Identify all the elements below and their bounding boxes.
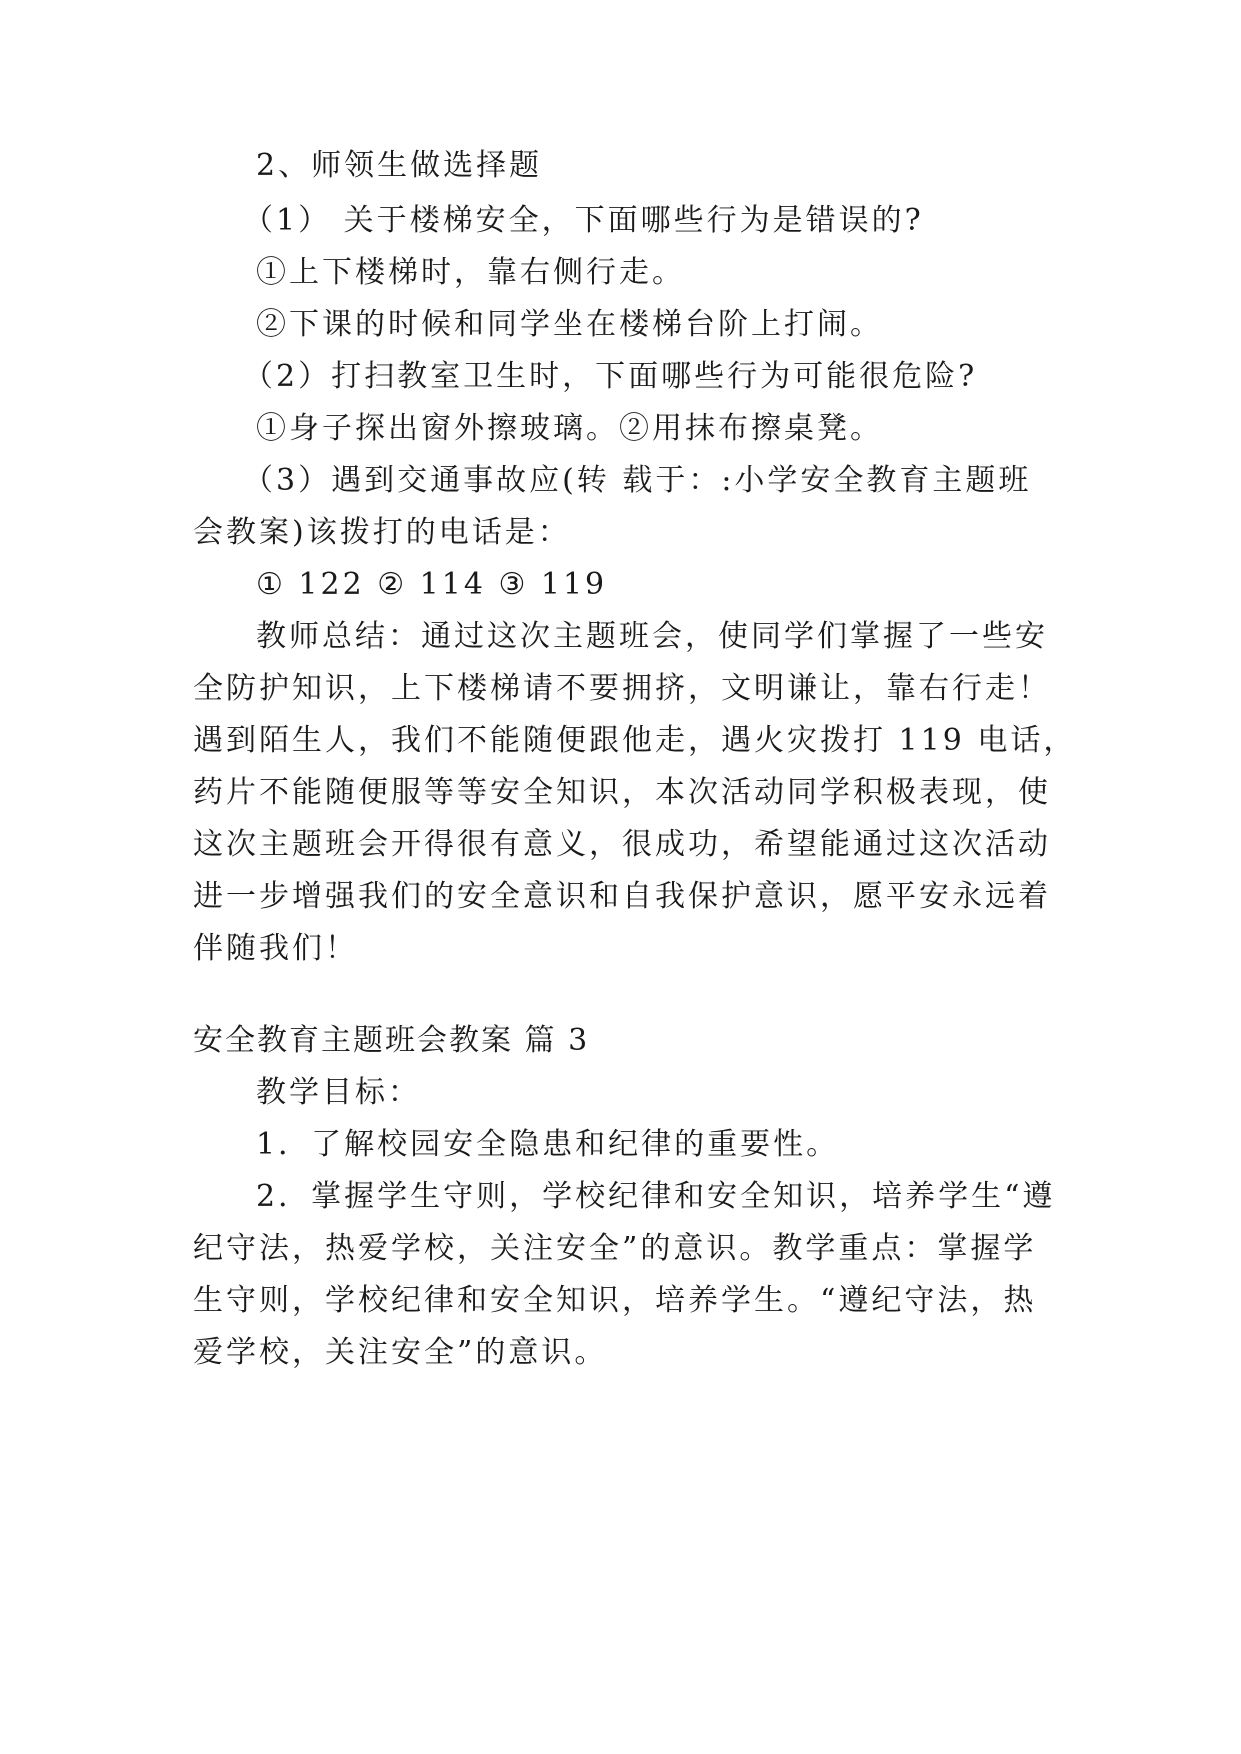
goal-2-line: 爱学校，关注安全”的意识。 — [193, 1335, 608, 1370]
question-3-line-2: 会教案)该拨打的电话是： — [193, 515, 571, 550]
question-1-option-1: ①上下楼梯时，靠右侧行走。 — [256, 255, 685, 290]
question-2-options: ①身子探出窗外擦玻璃。②用抹布擦桌凳。 — [256, 411, 883, 446]
section-heading: 安全教育主题班会教案 篇 3 — [193, 1023, 590, 1058]
question-2: （2）打扫教室卫生时，下面哪些行为可能很危险? — [243, 359, 978, 394]
summary-line: 药片不能随便服等等安全知识，本次活动同学积极表现，使 — [193, 775, 1051, 810]
summary-line: 伴随我们！ — [193, 931, 358, 966]
question-3-line-1: （3）遇到交通事故应(转 载于：:小学安全教育主题班 — [243, 463, 1032, 498]
summary-line: 这次主题班会开得很有意义，很成功，希望能通过这次活动 — [193, 827, 1051, 862]
goals-label: 教学目标： — [256, 1075, 421, 1110]
goal-2-line: 2．掌握学生守则，学校纪律和安全知识，培养学生“遵 — [256, 1179, 1056, 1214]
step-title: 2、师领生做选择题 — [256, 148, 543, 183]
question-1-option-2: ②下课的时候和同学坐在楼梯台阶上打闹。 — [256, 307, 883, 342]
summary-line: 教师总结：通过这次主题班会，使同学们掌握了一些安 — [256, 619, 1048, 654]
goal-2-line: 生守则，学校纪律和安全知识，培养学生。“遵纪守法，热 — [193, 1283, 1037, 1318]
goal-2-line: 纪守法，热爱学校，关注安全”的意识。教学重点：掌握学 — [193, 1231, 1037, 1266]
summary-line: 遇到陌生人，我们不能随便跟他走，遇火灾拨打 119 电话， — [193, 723, 1077, 758]
summary-line: 全防护知识，上下楼梯请不要拥挤，文明谦让，靠右行走！ — [193, 671, 1051, 706]
goal-1: 1．了解校园安全隐患和纪律的重要性。 — [256, 1127, 840, 1162]
question-3-options: ① 122 ② 114 ③ 119 — [256, 567, 608, 602]
summary-line: 进一步增强我们的安全意识和自我保护意识，愿平安永远着 — [193, 879, 1051, 914]
question-1: （1） 关于楼梯安全，下面哪些行为是错误的? — [243, 203, 924, 238]
